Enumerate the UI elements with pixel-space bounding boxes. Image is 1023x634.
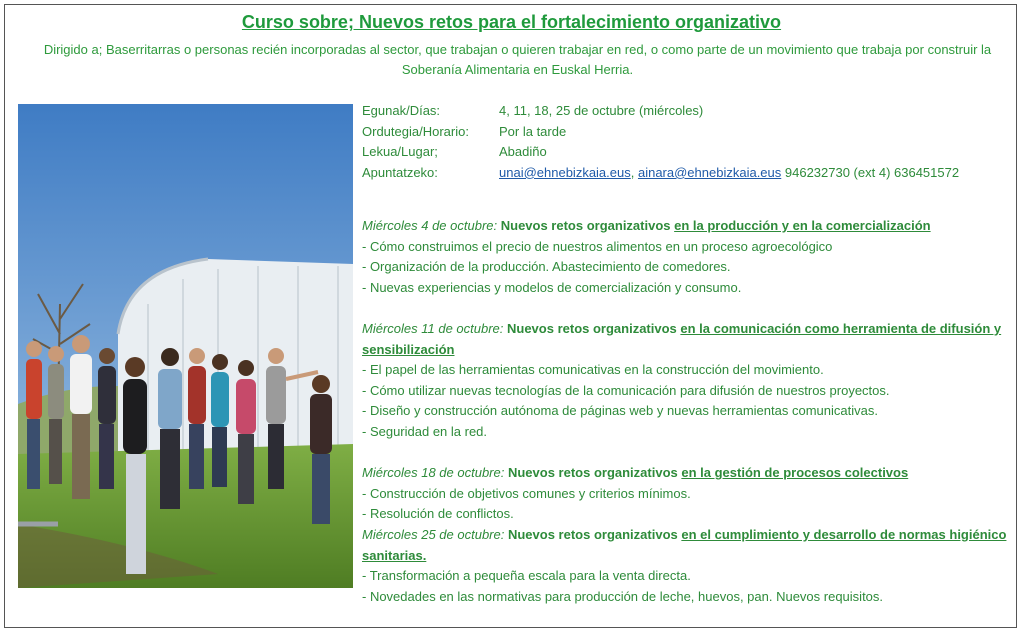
session-heading (362, 525, 1007, 566)
session-list (362, 216, 1007, 607)
session-item: - Nuevas experiencias y modelos de comercialización y consumo. (362, 279, 742, 295)
session-item: - Novedades en las normativas para producción de leche, huevos, pan. Nuevos requisitos. (362, 588, 884, 604)
session-item: - El papel de las herramientas comunicativas en la construcción del movimiento. (362, 362, 824, 378)
detail-label: Ordutegia/Horario: (362, 123, 469, 139)
session-item: - Diseño y construcción autónoma de páginas web y nuevas herramientas comunicativas. (362, 403, 878, 419)
session-oct-25 (362, 525, 1007, 607)
contact-values (499, 163, 959, 184)
session-oct-18 (362, 463, 1007, 525)
email-link-unai[interactable]: unai@ehnebizkaia.eus (499, 164, 631, 180)
session-heading (362, 463, 1007, 484)
course-details (362, 101, 959, 183)
session-prefix: Nuevos retos organizativos (503, 320, 681, 336)
detail-row-place (362, 142, 959, 163)
session-item: - Seguridad en la red. (362, 423, 488, 439)
session-date: Miércoles 25 de octubre: (362, 526, 505, 542)
email-link-ainara[interactable]: ainara@ehnebizkaia.eus (637, 164, 782, 180)
session-prefix: Nuevos retos organizativos (497, 218, 675, 233)
session-oct-11 (362, 319, 1007, 443)
session-date: Miércoles 18 de octubre: (362, 465, 505, 481)
detail-label: Apuntatzeko: (362, 164, 438, 180)
session-topic: en la producción y en la comercialización (674, 218, 931, 233)
session-topic: en el cumplimiento y desarrollo de normas higiénico sanitarias. (362, 526, 1007, 563)
intro-text: Dirigido a; Baserritarras o personas recién incorporadas al sector, que trabajan o quieren trabajar en red, o como parte de un movimiento que trabaja por construir la Soberanía Alimentaria en Euskal Herria. (43, 42, 992, 77)
detail-row-contact (362, 163, 959, 184)
session-heading (362, 319, 1007, 360)
greenhouse-group-illustration (18, 104, 353, 588)
session-item: - Cómo utilizar nuevas tecnologías de la comunicación para difusión de nuestros proyectos. (362, 382, 890, 398)
session-prefix: Nuevos retos organizativos (504, 465, 682, 481)
email-separator: , (630, 164, 638, 180)
session-topic: en la comunicación como herramienta de difusión y sensibilización (362, 320, 1002, 357)
session-oct-4 (362, 216, 1007, 298)
session-date: Miércoles 4 de octubre: (362, 218, 498, 233)
session-prefix: Nuevos retos organizativos (504, 526, 682, 542)
session-item: - Construcción de objetivos comunes y criterios mínimos. (362, 485, 691, 501)
detail-row-schedule (362, 122, 959, 143)
session-date: Miércoles 11 de octubre: (362, 320, 504, 336)
detail-label: Egunak/Días: (362, 103, 441, 118)
detail-label: Lekua/Lugar; (362, 144, 438, 160)
session-item: - Cómo construimos el precio de nuestros alimentos en un proceso agroecológico (362, 238, 833, 254)
page-title: Curso sobre; Nuevos retos para el fortalecimiento organizativo (241, 12, 782, 32)
session-item: - Resolución de conflictos. (362, 506, 514, 522)
session-heading (362, 216, 1007, 237)
session-topic: en la gestión de procesos colectivos (681, 465, 909, 481)
session-item: - Transformación a pequeña escala para la venta directa. (362, 568, 691, 584)
detail-value: 4, 11, 18, 25 de octubre (miércoles) (499, 103, 704, 118)
detail-value: Por la tarde (499, 123, 567, 139)
course-photo (18, 104, 353, 588)
phone-numbers: 946232730 (ext 4) 636451572 (781, 164, 960, 180)
detail-value: Abadiño (499, 144, 547, 160)
session-item: - Organización de la producción. Abastecimiento de comedores. (362, 259, 731, 275)
detail-row-days (362, 101, 959, 122)
